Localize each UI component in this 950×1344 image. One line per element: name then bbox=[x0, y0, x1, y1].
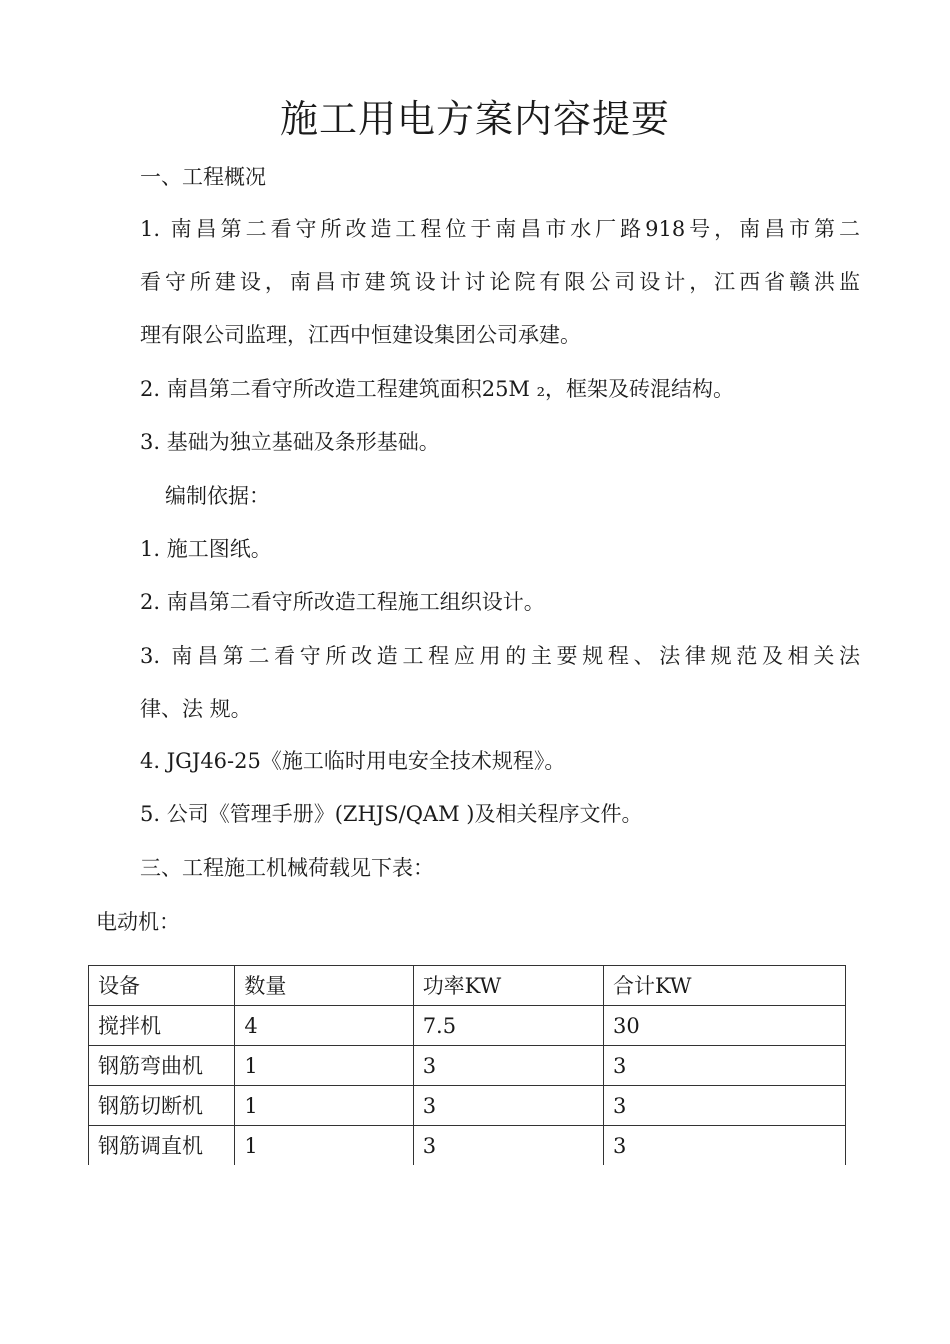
table-header-row bbox=[89, 966, 846, 1006]
basis-item-regulations-line2: 律、法 规。 bbox=[140, 697, 252, 721]
paragraph-location-line3: 理有限公司监理，江西中恒建设集团公司承建。 bbox=[140, 323, 581, 347]
cell-quantity: 1 bbox=[235, 1126, 413, 1166]
cell-equipment: 钢筋切断机 bbox=[89, 1086, 235, 1126]
cell-equipment: 钢筋弯曲机 bbox=[89, 1046, 235, 1086]
header-power: 功率KW bbox=[413, 966, 603, 1006]
paragraph-area: 2. 南昌第二看守所改造工程建筑面积25M ₂，框架及砖混结构。 bbox=[140, 377, 735, 401]
header-quantity: 数量 bbox=[235, 966, 413, 1006]
motor-subheading: 电动机： bbox=[96, 910, 180, 934]
cell-quantity: 1 bbox=[235, 1046, 413, 1086]
document-title: 施工用电方案内容提要 bbox=[279, 97, 670, 141]
cell-equipment: 搅拌机 bbox=[89, 1006, 235, 1046]
basis-item-manual: 5. 公司《管理手册》(ZHJS/QAM )及相关程序文件。 bbox=[140, 802, 643, 826]
basis-item-jgj46: 4. JGJ46-25《施工临时用电安全技术规程》。 bbox=[140, 749, 566, 773]
table-row bbox=[89, 1086, 846, 1126]
basis-item-regulations-line1: 3. 南昌第二看守所改造工程应用的主要规程、法律规范及相关法 bbox=[140, 644, 860, 668]
header-total: 合计KW bbox=[603, 966, 845, 1006]
basis-item-drawings: 1. 施工图纸。 bbox=[140, 537, 272, 561]
cell-total: 3 bbox=[603, 1126, 845, 1166]
table-row bbox=[89, 1006, 846, 1046]
paragraph-location-line2: 看守所建设，南昌市建筑设计讨论院有限公司设计，江西省赣洪监 bbox=[140, 270, 860, 294]
cell-power: 3 bbox=[413, 1046, 603, 1086]
cell-total: 3 bbox=[603, 1046, 845, 1086]
machinery-load-table bbox=[88, 965, 846, 1165]
header-equipment: 设备 bbox=[89, 966, 235, 1006]
cell-power: 3 bbox=[413, 1126, 603, 1166]
cell-equipment: 钢筋调直机 bbox=[89, 1126, 235, 1166]
paragraph-location-line1: 1. 南昌第二看守所改造工程位于南昌市水厂路918号，南昌市第二 bbox=[140, 217, 860, 241]
section-heading-basis: 编制依据： bbox=[165, 484, 270, 508]
paragraph-foundation: 3. 基础为独立基础及条形基础。 bbox=[140, 430, 440, 454]
section-heading-machinery: 三、工程施工机械荷载见下表： bbox=[140, 856, 434, 880]
table-row bbox=[89, 1126, 846, 1166]
cell-quantity: 4 bbox=[235, 1006, 413, 1046]
cell-total: 3 bbox=[603, 1086, 845, 1126]
basis-item-construction-design: 2. 南昌第二看守所改造工程施工组织设计。 bbox=[140, 590, 545, 614]
cell-quantity: 1 bbox=[235, 1086, 413, 1126]
cell-total: 30 bbox=[603, 1006, 845, 1046]
section-heading-overview: 一、工程概况 bbox=[140, 165, 266, 189]
cell-power: 7.5 bbox=[413, 1006, 603, 1046]
cell-power: 3 bbox=[413, 1086, 603, 1126]
table-row bbox=[89, 1046, 846, 1086]
